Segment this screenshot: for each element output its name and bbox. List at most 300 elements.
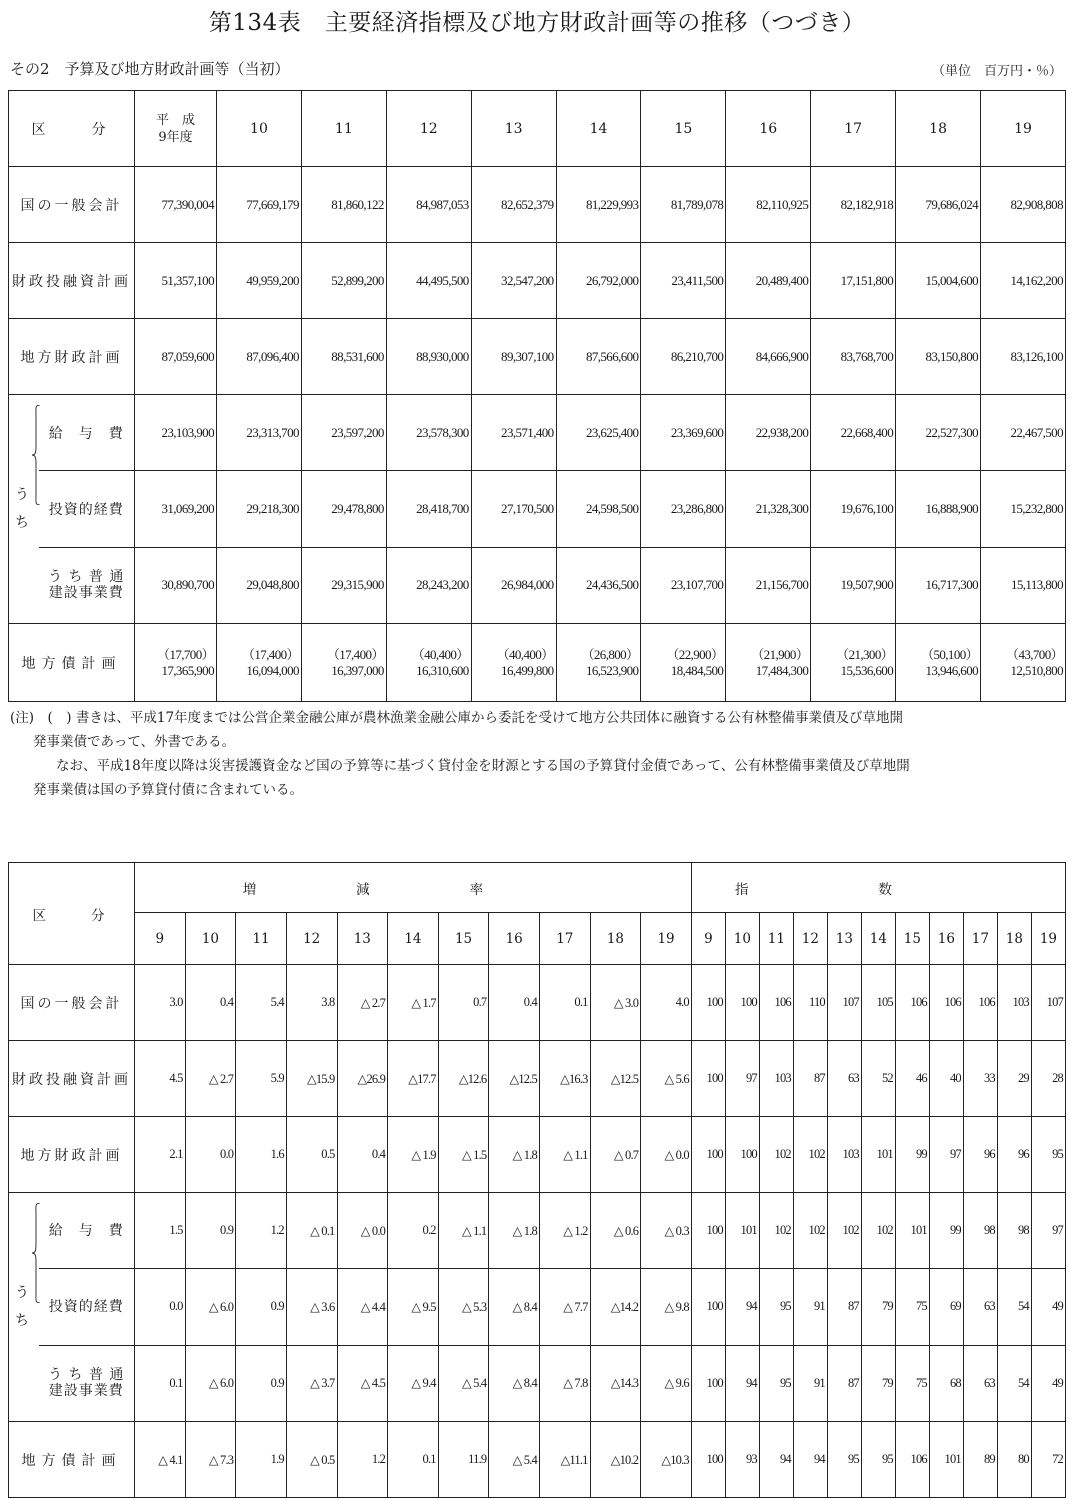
- index-year-header: 12: [793, 913, 827, 965]
- index-value-cell: 91: [793, 1269, 827, 1345]
- index-year-header: 10: [725, 913, 759, 965]
- rate-index-row: [9, 1345, 1066, 1421]
- index-value-cell: 105: [861, 965, 895, 1041]
- main-value: 16,310,600: [416, 662, 469, 678]
- rate-year-header: 19: [641, 913, 692, 965]
- rate-value-cell: △ 8.4: [489, 1345, 540, 1421]
- index-value-cell: 69: [929, 1269, 963, 1345]
- index-value-cell: 94: [725, 1269, 759, 1345]
- rate-value-cell: 3.0: [135, 965, 186, 1041]
- index-value-cell: 110: [793, 965, 827, 1041]
- budget-row: [9, 547, 1066, 623]
- index-value-cell: 106: [963, 965, 997, 1041]
- budget-value-cell: [135, 624, 217, 702]
- row-label: 地方財政計画: [9, 319, 135, 395]
- unit-label: （単位 百万円・％）: [931, 64, 1062, 79]
- index-value-cell: 96: [963, 1117, 997, 1193]
- budget-value-cell: 22,527,300: [896, 395, 981, 471]
- budget-value-cell: 77,669,179: [217, 167, 302, 243]
- budget-value-cell: 87,059,600: [135, 319, 217, 395]
- rate-value-cell: △ 1.7: [388, 965, 439, 1041]
- index-value-cell: 100: [691, 965, 725, 1041]
- index-value-cell: 107: [827, 965, 861, 1041]
- rate-value-cell: △ 1.1: [438, 1193, 489, 1269]
- index-value-cell: 102: [759, 1193, 793, 1269]
- rate-value-cell: △12.5: [590, 1041, 641, 1117]
- rate-value-cell: 0.2: [388, 1193, 439, 1269]
- row-label: 財政投融資計画: [9, 243, 135, 319]
- index-value-cell: 100: [691, 1193, 725, 1269]
- budget-year-header: 12: [386, 91, 471, 167]
- index-value-cell: 40: [929, 1041, 963, 1117]
- row-label: [39, 1345, 135, 1421]
- rate-value-cell: 11.9: [438, 1422, 489, 1498]
- rate-value-cell: 0.9: [236, 1345, 287, 1421]
- index-value-cell: 100: [725, 1117, 759, 1193]
- rate-year-header: 15: [438, 913, 489, 965]
- budget-value-cell: 23,286,800: [641, 471, 726, 547]
- index-value-cell: 52: [861, 1041, 895, 1117]
- rate-value-cell: △ 4.1: [135, 1422, 186, 1498]
- index-value-cell: 94: [793, 1422, 827, 1498]
- budget-value-cell: 15,113,800: [981, 547, 1066, 623]
- index-value-cell: 98: [963, 1193, 997, 1269]
- budget-value-cell: [301, 624, 386, 702]
- rate-value-cell: 1.5: [135, 1193, 186, 1269]
- main-value: 15,536,600: [840, 662, 894, 678]
- index-value-cell: 102: [861, 1193, 895, 1269]
- brace-icon: [31, 405, 41, 505]
- row-label: 地方債計画: [9, 1422, 135, 1498]
- index-value-cell: 102: [759, 1117, 793, 1193]
- row-label: [39, 547, 135, 623]
- index-value-cell: 101: [929, 1422, 963, 1498]
- rate-value-cell: △10.3: [641, 1422, 692, 1498]
- rate-value-cell: △26.9: [337, 1041, 388, 1117]
- index-value-cell: 95: [759, 1269, 793, 1345]
- rate-value-cell: △12.6: [438, 1041, 489, 1117]
- row-label-line: う ち 普 通: [48, 569, 125, 586]
- index-year-header: 15: [895, 913, 929, 965]
- uchi-group-label: [9, 395, 39, 624]
- budget-value-cell: 84,987,053: [386, 167, 471, 243]
- rate-value-cell: △ 0.5: [286, 1422, 337, 1498]
- budget-value-cell: 17,151,800: [811, 243, 896, 319]
- row-label: 国の一般会計: [9, 167, 135, 243]
- budget-header-row: [9, 91, 1066, 167]
- main-value: 16,523,900: [585, 662, 639, 678]
- budget-value-cell: 83,126,100: [981, 319, 1066, 395]
- rate-value-cell: 4.0: [641, 965, 692, 1041]
- budget-value-cell: 49,959,200: [217, 243, 302, 319]
- rate-value-cell: △15.9: [286, 1041, 337, 1117]
- budget-value-cell: 26,984,000: [471, 547, 556, 623]
- budget-value-cell: 23,625,400: [556, 395, 641, 471]
- main-value: 17,484,300: [755, 662, 809, 678]
- rate-value-cell: △ 8.4: [489, 1269, 540, 1345]
- index-value-cell: 63: [963, 1345, 997, 1421]
- index-value-cell: 101: [725, 1193, 759, 1269]
- index-value-cell: 95: [1031, 1117, 1065, 1193]
- budget-year-header: 11: [301, 91, 386, 167]
- index-value-cell: 99: [929, 1193, 963, 1269]
- budget-value-cell: 28,418,700: [386, 471, 471, 547]
- rate-index-row: [9, 1041, 1066, 1117]
- budget-value-cell: 21,328,300: [726, 471, 811, 547]
- index-year-header: 18: [997, 913, 1031, 965]
- paren-value: （21,300）: [836, 646, 894, 662]
- index-value-cell: 100: [691, 1041, 725, 1117]
- index-value-cell: 95: [827, 1422, 861, 1498]
- index-value-cell: 63: [827, 1041, 861, 1117]
- budget-value-cell: 32,547,200: [471, 243, 556, 319]
- budget-value-cell: [217, 624, 302, 702]
- rate-year-header: 17: [540, 913, 591, 965]
- rate-value-cell: 0.5: [286, 1117, 337, 1193]
- main-value: 13,946,600: [925, 662, 979, 678]
- budget-value-cell: 26,792,000: [556, 243, 641, 319]
- index-value-cell: 97: [1031, 1193, 1065, 1269]
- rate-corner-header: 区 分: [9, 863, 135, 965]
- rate-value-cell: △ 5.4: [489, 1422, 540, 1498]
- rate-value-cell: △ 1.5: [438, 1117, 489, 1193]
- budget-value-cell: [726, 624, 811, 702]
- budget-value-cell: 14,162,200: [981, 243, 1066, 319]
- budget-value-cell: 19,507,900: [811, 547, 896, 623]
- budget-value-cell: 30,890,700: [135, 547, 217, 623]
- rate-value-cell: △ 5.6: [641, 1041, 692, 1117]
- rate-value-cell: △12.5: [489, 1041, 540, 1117]
- footnote-line: 発事業債であって、外書である。: [33, 734, 236, 750]
- budget-value-cell: 21,156,700: [726, 547, 811, 623]
- index-value-cell: 102: [827, 1193, 861, 1269]
- budget-value-cell: 84,666,900: [726, 319, 811, 395]
- index-value-cell: 95: [759, 1345, 793, 1421]
- row-label-line: 建設事業費: [48, 585, 124, 602]
- main-value: 16,397,000: [331, 662, 384, 678]
- rate-value-cell: △ 7.3: [185, 1422, 236, 1498]
- uchi-text: う ち: [15, 487, 29, 531]
- budget-value-cell: 82,652,379: [471, 167, 556, 243]
- rate-value-cell: 1.2: [236, 1193, 287, 1269]
- rate-value-cell: △ 9.8: [641, 1269, 692, 1345]
- budget-value-cell: [471, 624, 556, 702]
- index-year-header: 16: [929, 913, 963, 965]
- budget-value-cell: [981, 624, 1066, 702]
- index-value-cell: 103: [997, 965, 1031, 1041]
- rate-value-cell: △16.3: [540, 1041, 591, 1117]
- budget-value-cell: 23,313,700: [217, 395, 302, 471]
- budget-value-cell: [811, 624, 896, 702]
- rate-value-cell: △ 0.6: [590, 1193, 641, 1269]
- rate-value-cell: △ 0.3: [641, 1193, 692, 1269]
- rate-value-cell: △14.2: [590, 1269, 641, 1345]
- index-value-cell: 54: [997, 1345, 1031, 1421]
- row-label: 地方財政計画: [9, 1117, 135, 1193]
- index-value-cell: 95: [861, 1422, 895, 1498]
- budget-value-cell: 24,436,500: [556, 547, 641, 623]
- year-era-label: 平 成: [155, 112, 195, 128]
- budget-value-cell: 23,578,300: [386, 395, 471, 471]
- rate-year-header: 13: [337, 913, 388, 965]
- rate-value-cell: △ 1.1: [540, 1117, 591, 1193]
- budget-value-cell: 89,307,100: [471, 319, 556, 395]
- paren-value: （17,400）: [326, 646, 384, 662]
- budget-year-header: [135, 91, 217, 167]
- budget-value-cell: 15,232,800: [981, 471, 1066, 547]
- rate-value-cell: △ 4.4: [337, 1269, 388, 1345]
- footnote-line: (注) ( ) 書きは、平成17年度までは公営企業金融公庫が農林漁業金融公庫から委託を受けて地方公共団体に融資する公有林整備事業債及び草地開: [10, 710, 904, 726]
- index-value-cell: 87: [827, 1269, 861, 1345]
- budget-row: [9, 243, 1066, 319]
- page-title: 第134表 主要経済指標及び地方財政計画等の推移（つづき）: [208, 10, 866, 36]
- index-value-cell: 94: [725, 1345, 759, 1421]
- paren-value: （26,800）: [581, 646, 639, 662]
- rate-value-cell: △ 3.0: [590, 965, 641, 1041]
- index-value-cell: 106: [895, 1422, 929, 1498]
- main-value: 18,484,500: [670, 662, 724, 678]
- budget-value-cell: 29,315,900: [301, 547, 386, 623]
- index-value-cell: 101: [895, 1193, 929, 1269]
- row-label: [39, 471, 135, 547]
- main-value: 16,094,000: [246, 662, 299, 678]
- rate-value-cell: △ 0.1: [286, 1193, 337, 1269]
- budget-value-cell: 24,598,500: [556, 471, 641, 547]
- rate-value-cell: 0.0: [185, 1117, 236, 1193]
- row-label: 財政投融資計画: [9, 1041, 135, 1117]
- index-year-header: 19: [1031, 913, 1065, 965]
- budget-row: [9, 624, 1066, 702]
- budget-row: [9, 471, 1066, 547]
- paren-value: （17,400）: [241, 646, 299, 662]
- budget-row: [9, 395, 1066, 471]
- rate-value-cell: 0.9: [185, 1193, 236, 1269]
- footnote-line: なお、平成18年度以降は災害援護資金など国の予算等に基づく貸付金を財源とする国の予算貸付金債であって、公有林整備事業債及び草地開: [56, 758, 910, 774]
- uchi-text: う ち: [15, 1285, 29, 1329]
- paren-value: （43,700）: [1006, 646, 1063, 662]
- budget-value-cell: 82,110,925: [726, 167, 811, 243]
- index-value-cell: 49: [1031, 1269, 1065, 1345]
- budget-value-cell: 82,182,918: [811, 167, 896, 243]
- budget-value-cell: [556, 624, 641, 702]
- budget-value-cell: 86,210,700: [641, 319, 726, 395]
- rate-year-header: 18: [590, 913, 641, 965]
- budget-value-cell: [641, 624, 726, 702]
- index-value-cell: 89: [963, 1422, 997, 1498]
- budget-year-header: 14: [556, 91, 641, 167]
- rate-value-cell: △ 1.8: [489, 1193, 540, 1269]
- budget-year-header: 17: [811, 91, 896, 167]
- index-value-cell: 68: [929, 1345, 963, 1421]
- index-value-cell: 106: [759, 965, 793, 1041]
- rate-value-cell: △ 3.6: [286, 1269, 337, 1345]
- budget-value-cell: 23,369,600: [641, 395, 726, 471]
- row-label-line: 給 与 費: [48, 1222, 124, 1239]
- index-value-cell: 98: [997, 1193, 1031, 1269]
- rate-value-cell: 0.4: [337, 1117, 388, 1193]
- index-year-header: 14: [861, 913, 895, 965]
- budget-value-cell: 88,930,000: [386, 319, 471, 395]
- index-value-cell: 75: [895, 1269, 929, 1345]
- rate-value-cell: 0.1: [540, 965, 591, 1041]
- rate-year-header: 12: [286, 913, 337, 965]
- index-value-cell: 103: [759, 1041, 793, 1117]
- rate-value-cell: △ 0.0: [641, 1117, 692, 1193]
- index-year-header: 11: [759, 913, 793, 965]
- budget-value-cell: 87,566,600: [556, 319, 641, 395]
- rate-value-cell: 0.0: [135, 1269, 186, 1345]
- rate-value-cell: △ 0.7: [590, 1117, 641, 1193]
- budget-value-cell: 29,048,800: [217, 547, 302, 623]
- budget-value-cell: 27,170,500: [471, 471, 556, 547]
- rate-value-cell: 0.9: [236, 1269, 287, 1345]
- index-value-cell: 80: [997, 1422, 1031, 1498]
- budget-table: [8, 90, 1066, 702]
- rate-value-cell: △ 2.7: [337, 965, 388, 1041]
- rate-value-cell: 1.2: [337, 1422, 388, 1498]
- budget-year-header: 13: [471, 91, 556, 167]
- index-value-cell: 106: [895, 965, 929, 1041]
- budget-year-header: 10: [217, 91, 302, 167]
- row-label: [39, 1269, 135, 1345]
- year-first-label: 9年度: [158, 129, 193, 145]
- section-subtitle: その2 予算及び地方財政計画等（当初）: [10, 60, 290, 78]
- rate-value-cell: 0.7: [438, 965, 489, 1041]
- index-value-cell: 79: [861, 1345, 895, 1421]
- budget-value-cell: [386, 624, 471, 702]
- index-value-cell: 100: [691, 1422, 725, 1498]
- rate-value-cell: △ 6.0: [185, 1345, 236, 1421]
- row-label: 国の一般会計: [9, 965, 135, 1041]
- budget-value-cell: 81,860,122: [301, 167, 386, 243]
- rate-year-header: 9: [135, 913, 186, 965]
- budget-value-cell: 15,004,600: [896, 243, 981, 319]
- paren-value: （17,700）: [157, 646, 214, 662]
- rate-value-cell: 4.5: [135, 1041, 186, 1117]
- rate-value-cell: △ 4.5: [337, 1345, 388, 1421]
- rate-year-header: 10: [185, 913, 236, 965]
- index-value-cell: 101: [861, 1117, 895, 1193]
- rate-value-cell: △ 1.8: [489, 1117, 540, 1193]
- index-value-cell: 100: [691, 1269, 725, 1345]
- budget-row: [9, 167, 1066, 243]
- index-group-header: 指数: [691, 863, 1065, 913]
- rate-value-cell: 2.1: [135, 1117, 186, 1193]
- index-value-cell: 79: [861, 1269, 895, 1345]
- rate-value-cell: △ 0.0: [337, 1193, 388, 1269]
- index-value-cell: 72: [1031, 1422, 1065, 1498]
- index-value-cell: 33: [963, 1041, 997, 1117]
- rate-index-row: [9, 1422, 1066, 1498]
- footnote: [10, 706, 1066, 802]
- budget-value-cell: 19,676,100: [811, 471, 896, 547]
- index-value-cell: 102: [793, 1117, 827, 1193]
- budget-value-cell: 51,357,100: [135, 243, 217, 319]
- budget-value-cell: 22,467,500: [981, 395, 1066, 471]
- budget-value-cell: 52,899,200: [301, 243, 386, 319]
- paren-value: （40,400）: [496, 646, 554, 662]
- paren-value: （22,900）: [666, 646, 724, 662]
- main-value: 16,499,800: [501, 662, 554, 678]
- budget-value-cell: [896, 624, 981, 702]
- row-label-line: 投資的経費: [48, 501, 124, 518]
- main-value: 12,510,800: [1010, 662, 1063, 678]
- rate-index-row: [9, 1117, 1066, 1193]
- rate-value-cell: 5.4: [236, 965, 287, 1041]
- rate-value-cell: △ 1.9: [388, 1117, 439, 1193]
- budget-value-cell: 81,229,993: [556, 167, 641, 243]
- brace-icon: [31, 1203, 41, 1303]
- rate-value-cell: △ 6.0: [185, 1269, 236, 1345]
- budget-value-cell: 44,495,500: [386, 243, 471, 319]
- rate-value-cell: △ 7.8: [540, 1345, 591, 1421]
- rate-year-header: 16: [489, 913, 540, 965]
- budget-value-cell: 82,908,808: [981, 167, 1066, 243]
- rate-value-cell: △ 5.4: [438, 1345, 489, 1421]
- row-label: 地方債計画: [9, 624, 135, 702]
- index-value-cell: 106: [929, 965, 963, 1041]
- rate-index-row: [9, 1193, 1066, 1269]
- budget-value-cell: 23,103,900: [135, 395, 217, 471]
- budget-value-cell: 23,597,200: [301, 395, 386, 471]
- budget-row: [9, 319, 1066, 395]
- budget-value-cell: 79,686,024: [896, 167, 981, 243]
- index-year-header: 13: [827, 913, 861, 965]
- index-year-header: 9: [691, 913, 725, 965]
- budget-value-cell: 20,489,400: [726, 243, 811, 319]
- index-value-cell: 91: [793, 1345, 827, 1421]
- rate-value-cell: △10.2: [590, 1422, 641, 1498]
- budget-value-cell: 87,096,400: [217, 319, 302, 395]
- rate-value-cell: △ 2.7: [185, 1041, 236, 1117]
- index-value-cell: 93: [725, 1422, 759, 1498]
- budget-year-header: 18: [896, 91, 981, 167]
- rate-value-cell: △17.7: [388, 1041, 439, 1117]
- row-label: [39, 1193, 135, 1269]
- index-value-cell: 75: [895, 1345, 929, 1421]
- rate-value-cell: 0.1: [135, 1345, 186, 1421]
- index-value-cell: 107: [1031, 965, 1065, 1041]
- rate-year-header: 11: [236, 913, 287, 965]
- paren-value: （40,400）: [411, 646, 469, 662]
- rate-value-cell: △14.3: [590, 1345, 641, 1421]
- budget-value-cell: 16,717,300: [896, 547, 981, 623]
- index-value-cell: 87: [793, 1041, 827, 1117]
- rate-value-cell: 3.8: [286, 965, 337, 1041]
- rate-value-cell: 1.9: [236, 1422, 287, 1498]
- index-value-cell: 97: [725, 1041, 759, 1117]
- rate-value-cell: 1.6: [236, 1117, 287, 1193]
- rate-value-cell: 0.4: [185, 965, 236, 1041]
- main-value: 17,365,900: [161, 662, 214, 678]
- rate-value-cell: △ 7.7: [540, 1269, 591, 1345]
- row-label-line: 建設事業費: [48, 1383, 124, 1400]
- row-label: [39, 395, 135, 471]
- index-value-cell: 96: [997, 1117, 1031, 1193]
- index-value-cell: 63: [963, 1269, 997, 1345]
- rate-value-cell: △ 5.3: [438, 1269, 489, 1345]
- rate-index-table: [8, 862, 1066, 1498]
- uchi-group-label: [9, 1193, 39, 1422]
- budget-corner-header: 区 分: [9, 91, 135, 167]
- index-value-cell: 94: [759, 1422, 793, 1498]
- budget-value-cell: 83,150,800: [896, 319, 981, 395]
- index-value-cell: 100: [691, 1117, 725, 1193]
- budget-year-header: 15: [641, 91, 726, 167]
- rate-index-row: [9, 1269, 1066, 1345]
- rate-value-cell: △ 3.7: [286, 1345, 337, 1421]
- budget-value-cell: 83,768,700: [811, 319, 896, 395]
